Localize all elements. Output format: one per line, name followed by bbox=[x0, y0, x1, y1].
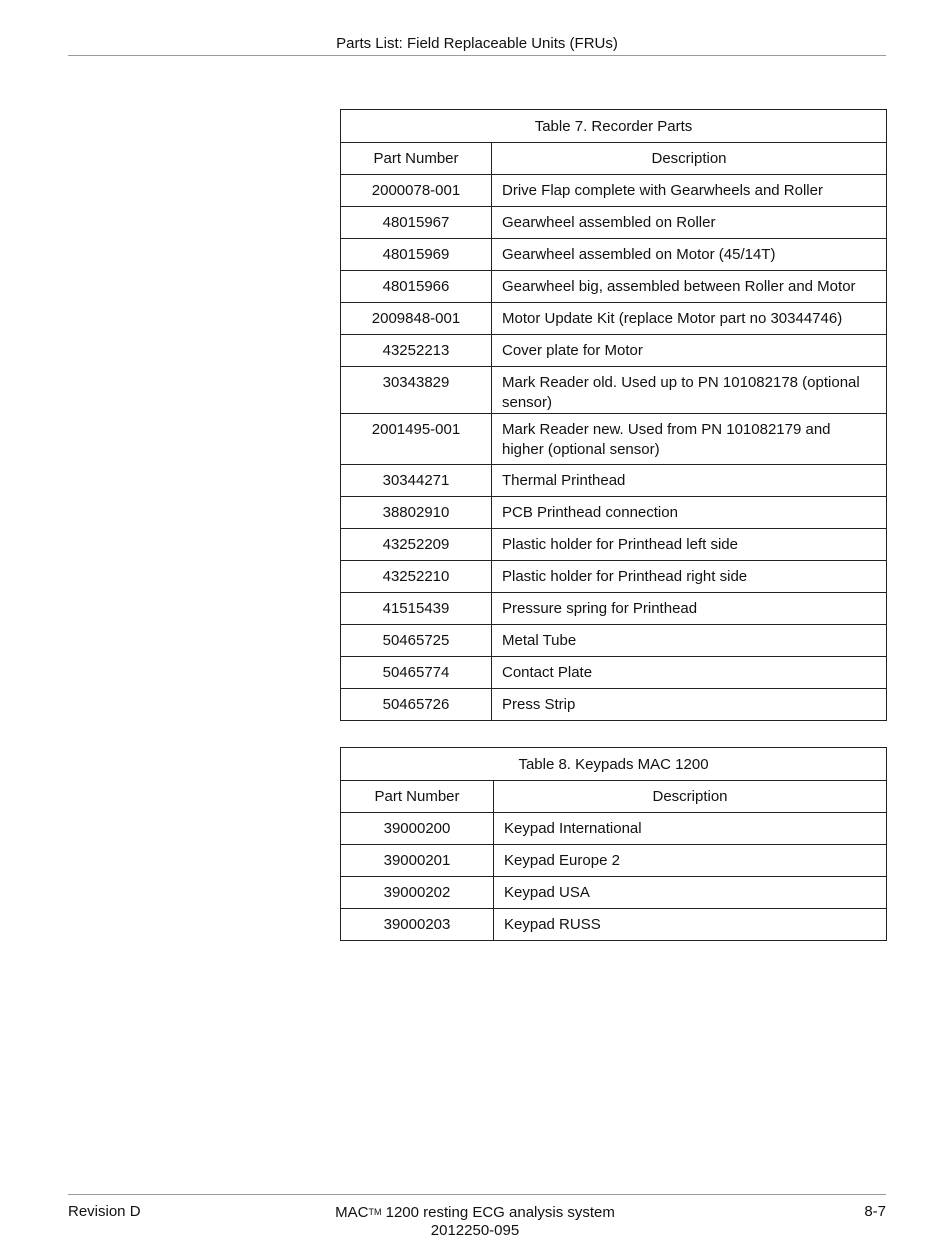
part-number-cell: 2001495-001 bbox=[341, 414, 492, 465]
table-row bbox=[341, 335, 887, 367]
table-caption: Table 8. Keypads MAC 1200 bbox=[341, 748, 887, 781]
footer-page-number: 8-7 bbox=[864, 1203, 886, 1220]
part-number-cell: 48015966 bbox=[341, 271, 492, 303]
column-header-part-number: Part Number bbox=[341, 781, 494, 813]
table-row bbox=[341, 657, 887, 689]
part-number-cell: 2000078-001 bbox=[341, 175, 492, 207]
part-number-cell: 38802910 bbox=[341, 497, 492, 529]
footer-product-suffix: 1200 resting ECG analysis system bbox=[381, 1204, 615, 1221]
description-cell: Plastic holder for Printhead right side bbox=[492, 561, 887, 593]
table-row bbox=[341, 845, 887, 877]
table-row bbox=[341, 239, 887, 271]
column-header-description: Description bbox=[494, 781, 887, 813]
part-number-cell: 2009848-001 bbox=[341, 303, 492, 335]
description-cell: Mark Reader old. Used up to PN 101082178 (optional sensor) bbox=[492, 367, 887, 414]
table-header-row bbox=[341, 781, 887, 813]
part-number-cell: 39000203 bbox=[341, 909, 494, 941]
footer-product-name bbox=[300, 1203, 650, 1222]
part-number-cell: 50465774 bbox=[341, 657, 492, 689]
part-number-cell: 48015969 bbox=[341, 239, 492, 271]
trademark-symbol: TM bbox=[368, 1207, 382, 1217]
footer-revision: Revision D bbox=[68, 1203, 141, 1220]
table-row bbox=[341, 909, 887, 941]
table-row bbox=[341, 465, 887, 497]
table-header-row bbox=[341, 143, 887, 175]
table-row bbox=[341, 303, 887, 335]
description-cell: Keypad USA bbox=[494, 877, 887, 909]
table-row bbox=[341, 877, 887, 909]
table-caption-row bbox=[341, 110, 887, 143]
table-row bbox=[341, 625, 887, 657]
description-cell: Pressure spring for Printhead bbox=[492, 593, 887, 625]
part-number-cell: 50465726 bbox=[341, 689, 492, 721]
description-cell: PCB Printhead connection bbox=[492, 497, 887, 529]
table-row bbox=[341, 367, 887, 414]
footer-doc-number: 2012250-095 bbox=[430, 1222, 520, 1239]
column-header-description: Description bbox=[492, 143, 887, 175]
description-cell: Gearwheel assembled on Roller bbox=[492, 207, 887, 239]
description-cell: Keypad Europe 2 bbox=[494, 845, 887, 877]
part-number-cell: 43252209 bbox=[341, 529, 492, 561]
part-number-cell: 41515439 bbox=[341, 593, 492, 625]
table-row bbox=[341, 175, 887, 207]
part-number-cell: 39000200 bbox=[341, 813, 494, 845]
description-cell: Press Strip bbox=[492, 689, 887, 721]
table-row bbox=[341, 529, 887, 561]
table-row bbox=[341, 414, 887, 465]
description-cell: Cover plate for Motor bbox=[492, 335, 887, 367]
column-header-part-number: Part Number bbox=[341, 143, 492, 175]
description-cell: Gearwheel assembled on Motor (45/14T) bbox=[492, 239, 887, 271]
part-number-cell: 30344271 bbox=[341, 465, 492, 497]
description-cell: Mark Reader new. Used from PN 101082179 and higher (optional sensor) bbox=[492, 414, 887, 465]
part-number-cell: 30343829 bbox=[341, 367, 492, 414]
part-number-cell: 39000202 bbox=[341, 877, 494, 909]
description-cell: Drive Flap complete with Gearwheels and Roller bbox=[492, 175, 887, 207]
part-number-cell: 43252213 bbox=[341, 335, 492, 367]
keypads-table bbox=[340, 747, 887, 941]
description-cell: Keypad RUSS bbox=[494, 909, 887, 941]
recorder-parts-table bbox=[340, 109, 887, 721]
part-number-cell: 39000201 bbox=[341, 845, 494, 877]
part-number-cell: 43252210 bbox=[341, 561, 492, 593]
table-row bbox=[341, 561, 887, 593]
part-number-cell: 48015967 bbox=[341, 207, 492, 239]
description-cell: Motor Update Kit (replace Motor part no 30344746) bbox=[492, 303, 887, 335]
footer-divider bbox=[68, 1194, 886, 1195]
footer-product-prefix: MAC bbox=[335, 1204, 369, 1221]
table-row bbox=[341, 813, 887, 845]
table-row bbox=[341, 207, 887, 239]
table-caption: Table 7. Recorder Parts bbox=[341, 110, 887, 143]
table-row bbox=[341, 271, 887, 303]
table-row bbox=[341, 497, 887, 529]
table-row bbox=[341, 593, 887, 625]
footer-product bbox=[300, 1203, 650, 1240]
table-row bbox=[341, 689, 887, 721]
table-caption-row bbox=[341, 748, 887, 781]
description-cell: Keypad International bbox=[494, 813, 887, 845]
page-header-title: Parts List: Field Replaceable Units (FRUs) bbox=[336, 35, 618, 52]
description-cell: Thermal Printhead bbox=[492, 465, 887, 497]
description-cell: Gearwheel big, assembled between Roller and Motor bbox=[492, 271, 887, 303]
description-cell: Plastic holder for Printhead left side bbox=[492, 529, 887, 561]
page-header bbox=[68, 34, 886, 56]
part-number-cell: 50465725 bbox=[341, 625, 492, 657]
description-cell: Metal Tube bbox=[492, 625, 887, 657]
description-cell: Contact Plate bbox=[492, 657, 887, 689]
